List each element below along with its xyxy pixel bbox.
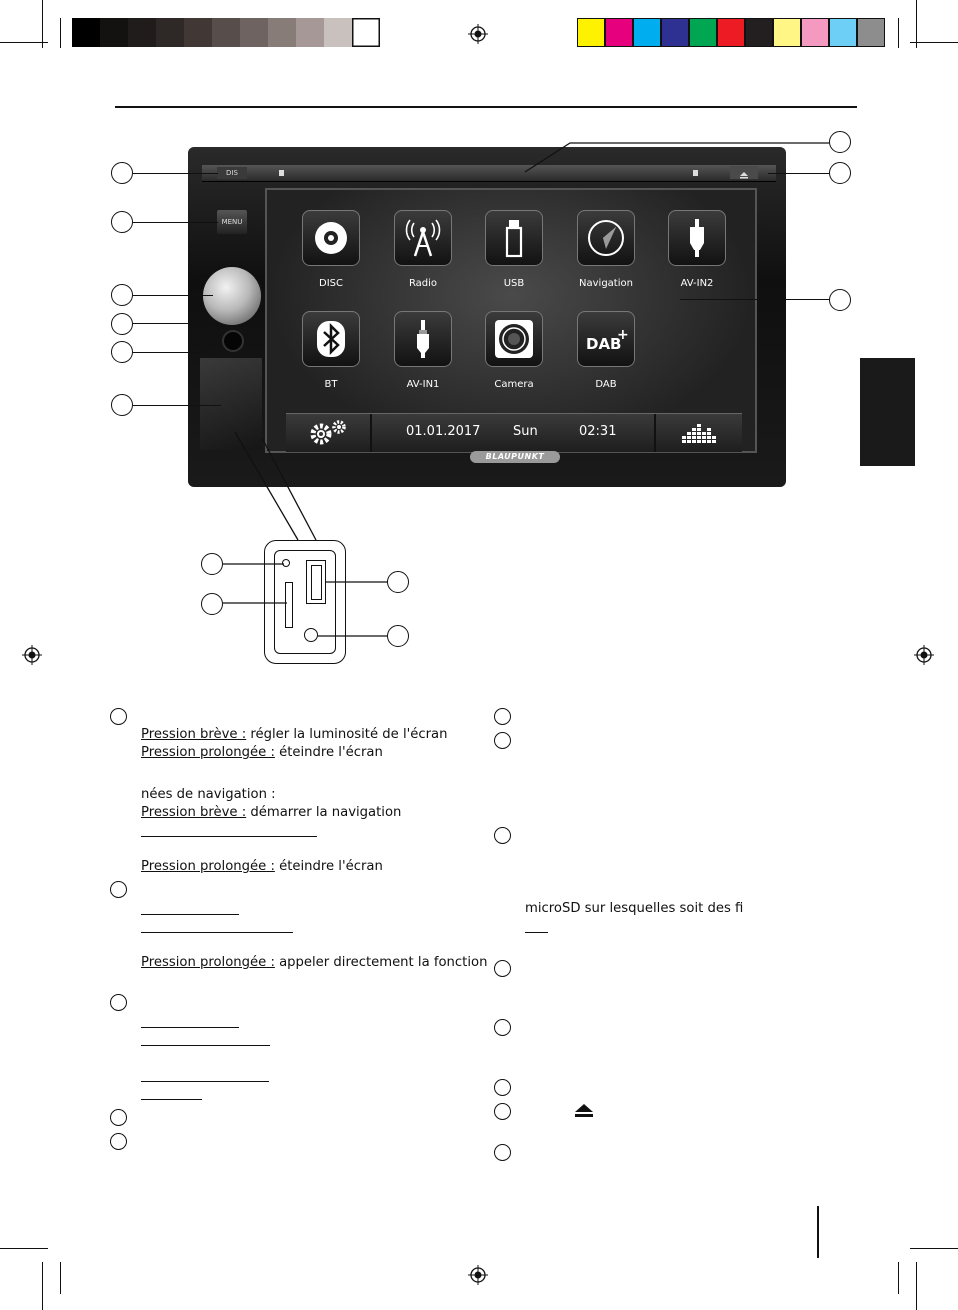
text-desc: appeler directement la fonction [274,955,488,970]
microsd-slot[interactable] [285,582,293,628]
usb-port[interactable] [306,560,326,604]
underline-fragment [141,1027,239,1028]
svg-text:+: + [617,327,629,343]
menu-button[interactable]: MENU [217,210,247,234]
callout-circle [387,625,409,647]
callout-circle [110,1133,127,1150]
text-line [141,805,401,820]
text-line [141,745,383,760]
callout-circle [494,708,511,725]
callout-circle [494,1103,511,1120]
status-day: Sun [513,424,538,439]
text-line [141,727,447,742]
tile-label-disc: DISC [319,278,343,289]
text-term: Pression prolongée : [141,955,275,970]
callout-circle [110,1109,127,1126]
tile-label-navigation: Navigation [579,278,633,289]
text-desc: régler la luminosité de l'écran [246,727,448,742]
aux-jack[interactable] [304,628,318,642]
callout-circle [110,708,127,725]
text-term: Pression prolongée : [141,859,275,874]
underline-fragment [141,914,239,915]
tile-label-radio: Radio [408,278,438,289]
underline-fragment [141,1045,270,1046]
callout-circle [494,1079,511,1096]
text-desc: éteindre l'écran [274,859,383,874]
callout-circle [201,593,223,615]
reset-hole[interactable] [282,559,290,567]
callout-circle [110,994,127,1011]
status-date: 01.01.2017 [406,424,481,439]
callout-circle [387,571,409,593]
callout-circle [494,827,511,844]
underline-fragment [141,836,317,837]
status-time: 02:31 [579,424,617,439]
callout-circle [110,881,127,898]
callout-circle [494,1144,511,1161]
underline-fragment [525,932,548,933]
callout-circle [494,1019,511,1036]
brand-logo: BLAUPUNKT [470,451,560,463]
page-number-rule [817,1206,819,1258]
text-line [141,859,383,874]
text-line: microSD sur lesquelles soit des fi [525,901,744,916]
svg-text:DAB: DAB [586,335,622,353]
callout-circle [494,960,511,977]
callout-circle [494,732,511,749]
dis-button[interactable]: DIS [217,167,247,179]
text-line: nées de navigation : [141,787,276,802]
tile-label-camera: Camera [494,379,534,390]
underline-fragment [141,1081,269,1082]
text-desc: éteindre l'écran [274,745,383,760]
tile-label-usb: USB [503,278,525,289]
eject-icon [573,1103,595,1119]
text-term: Pression brève : [141,727,247,742]
text-desc: démarrer la navigation [246,805,402,820]
underline-fragment [141,1099,202,1100]
tile-label-bt: BT [324,379,338,390]
text-line [141,955,487,970]
underline-fragment [141,932,293,933]
callout-circle [201,553,223,575]
tile-label-av-in2: AV-IN2 [680,278,714,289]
text-term: Pression prolongée : [141,745,275,760]
tile-label-dab: DAB [595,379,617,390]
tile-label-av-in1: AV-IN1 [406,379,440,390]
registration-mark-icon [468,1265,488,1285]
text-term: Pression brève : [141,805,247,820]
